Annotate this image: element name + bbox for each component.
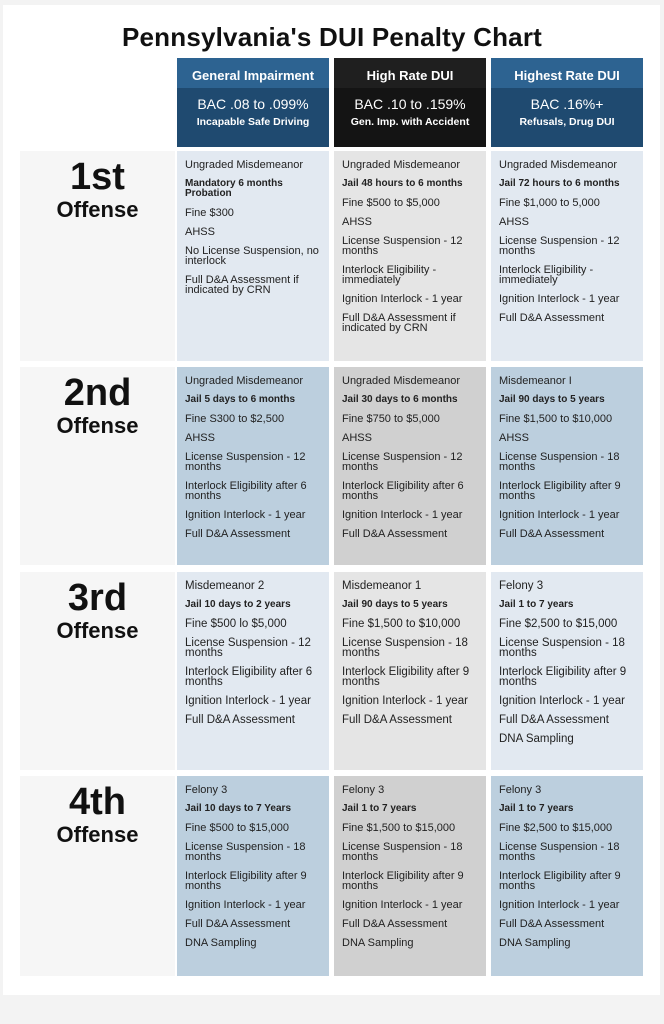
penalty-line: Interlock Eligibility after 9 months — [342, 870, 464, 892]
penalty-line: Jail 1 to 7 years — [342, 803, 417, 814]
penalty-line: License Suspension - 12 months — [342, 451, 463, 473]
penalty-line: Misdemeanor I — [499, 375, 572, 387]
column-sub: Refusals, Drug DUI — [519, 116, 615, 128]
penalty-line: Full D&A Assessment if indicated by CRN — [342, 312, 456, 334]
penalty-line: Full D&A Assessment — [185, 918, 291, 930]
penalty-line: Ignition Interlock - 1 year — [342, 293, 463, 305]
cell-3rd-high — [334, 572, 486, 770]
penalty-line: AHSS — [499, 216, 529, 228]
offense-number: 3rd — [67, 577, 128, 619]
penalty-line: Ungraded Misdemeanor — [499, 159, 618, 171]
column-bac: BAC .16%+ — [530, 96, 604, 112]
penalty-line: License Suspension - 18 months — [342, 841, 463, 863]
penalty-line: Interlock Eligibility after 9 months — [499, 870, 621, 892]
row-label-3rd — [20, 572, 175, 770]
penalty-line: Fine S300 to $2,500 — [185, 413, 285, 425]
penalty-line: License Suspension - 18 months — [499, 637, 625, 659]
penalty-line: Full D&A Assessment — [499, 918, 605, 930]
penalty-line: Ignition Interlock - 1 year — [499, 293, 620, 305]
penalty-line: Ignition Interlock - 1 year — [185, 695, 311, 707]
penalty-line: Interlock Eligibility after 6 months — [185, 480, 307, 502]
column-bac: BAC .10 to .159% — [354, 96, 466, 112]
penalty-line: Jail 5 days to 6 months — [185, 394, 296, 405]
penalty-line: Ignition Interlock - 1 year — [185, 509, 306, 521]
penalty-line: Misdemeanor 1 — [342, 580, 422, 592]
penalty-line: Fine $1,500 to $10,000 — [499, 413, 613, 425]
penalty-line: Interlock Eligibility after 6 months — [342, 480, 464, 502]
cell-1st-general — [177, 151, 329, 361]
cell-3rd-general — [177, 572, 329, 770]
cell-4th-general — [177, 776, 329, 976]
penalty-line: DNA Sampling — [342, 937, 414, 949]
column-sub: Incapable Safe Driving — [196, 116, 310, 128]
penalty-line: Fine $500 to $15,000 — [185, 822, 289, 834]
penalty-line: License Suspension - 12 months — [185, 637, 311, 659]
penalty-line: Ungraded Misdemeanor — [342, 375, 461, 387]
penalty-line: License Suspension - 12 months — [499, 235, 620, 257]
penalty-line: Full D&A Assessment — [499, 714, 609, 726]
row-label-4th — [20, 776, 175, 976]
penalty-line: AHSS — [499, 432, 529, 444]
row-label-2nd — [20, 367, 175, 565]
offense-label: Offense — [56, 197, 139, 222]
cell-2nd-highest — [491, 367, 643, 565]
penalty-line: Full D&A Assessment — [342, 528, 448, 540]
column-band — [177, 88, 329, 147]
penalty-line: License Suspension - 18 months — [499, 451, 620, 473]
penalty-line: Misdemeanor 2 — [185, 580, 265, 592]
cell-4th-high — [334, 776, 486, 976]
penalty-line: Felony 3 — [185, 784, 228, 796]
column-header-high-rate — [334, 58, 486, 147]
penalty-line: Jail 48 hours to 6 months — [342, 178, 463, 189]
penalty-line: Mandatory 6 months Probation — [185, 178, 283, 199]
cell-4th-highest — [491, 776, 643, 976]
column-name: High Rate DUI — [366, 68, 454, 83]
column-header-highest-rate — [491, 58, 643, 147]
column-name: Highest Rate DUI — [514, 68, 620, 83]
penalty-line: Felony 3 — [342, 784, 385, 796]
penalty-line: AHSS — [185, 226, 215, 238]
penalty-line: Full D&A Assessment — [185, 528, 291, 540]
penalty-line: Ignition Interlock - 1 year — [499, 509, 620, 521]
penalty-line: Interlock Eligibility after 6 months — [185, 666, 313, 688]
cell-1st-highest — [491, 151, 643, 361]
penalty-line: Ignition Interlock - 1 year — [342, 509, 463, 521]
penalty-line: Full D&A Assessment — [342, 714, 452, 726]
penalty-line: Interlock Eligibility after 9 months — [499, 666, 627, 688]
penalty-line: Ignition Interlock - 1 year — [342, 899, 463, 911]
offense-number: 2nd — [63, 372, 132, 414]
column-bac: BAC .08 to .099% — [197, 96, 309, 112]
penalty-line: Jail 30 days to 6 months — [342, 394, 458, 405]
penalty-line: No License Suspension, no interlock — [185, 245, 319, 267]
penalty-line: License Suspension - 18 months — [342, 637, 468, 659]
penalty-line: Ignition Interlock - 1 year — [342, 695, 468, 707]
penalty-line: AHSS — [342, 432, 372, 444]
penalty-line: Fine $750 to $5,000 — [342, 413, 440, 425]
penalty-line: DNA Sampling — [185, 937, 257, 949]
cell-2nd-high — [334, 367, 486, 565]
column-band — [334, 88, 486, 147]
penalty-line: Ungraded Misdemeanor — [342, 159, 461, 171]
penalty-line: Interlock Eligibility after 9 months — [499, 480, 621, 502]
penalty-line: Interlock Eligibility after 9 months — [185, 870, 307, 892]
offense-label: Offense — [56, 822, 139, 847]
penalty-line: Jail 72 hours to 6 months — [499, 178, 620, 189]
penalty-line: Jail 10 days to 7 Years — [185, 803, 292, 814]
penalty-line: Jail 90 days to 5 years — [499, 394, 605, 405]
penalty-line: DNA Sampling — [499, 937, 571, 949]
penalty-line: License Suspension - 18 months — [185, 841, 306, 863]
penalty-line: Jail 90 days to 5 years — [342, 599, 448, 610]
penalty-line: Jail 1 to 7 years — [499, 599, 574, 610]
penalty-line: Fine $500 lo $5,000 — [185, 618, 287, 630]
offense-number: 4th — [69, 781, 126, 823]
penalty-line: Full D&A Assessment — [499, 528, 605, 540]
penalty-line: Ignition Interlock - 1 year — [499, 695, 625, 707]
penalty-line: License Suspension - 12 months — [185, 451, 306, 473]
penalty-line: Ungraded Misdemeanor — [185, 159, 304, 171]
penalty-line: Fine $1,000 to 5,000 — [499, 197, 600, 209]
penalty-line: Full D&A Assessment — [342, 918, 448, 930]
offense-label: Offense — [56, 413, 139, 438]
column-header-general-impairment — [177, 58, 329, 147]
penalty-line: Ungraded Misdemeanor — [185, 375, 304, 387]
penalty-line: DNA Sampling — [499, 733, 574, 745]
penalty-line: Full D&A Assessment — [499, 312, 605, 324]
cell-3rd-highest — [491, 572, 643, 770]
row-label-1st — [20, 151, 175, 361]
penalty-line: Fine $1,500 to $15,000 — [342, 822, 456, 834]
penalty-line: Felony 3 — [499, 784, 542, 796]
penalty-line: Interlock Eligibility - immediately — [342, 264, 437, 286]
column-band — [491, 88, 643, 147]
penalty-line: AHSS — [342, 216, 372, 228]
penalty-line: Full D&A Assessment if indicated by CRN — [185, 274, 299, 296]
penalty-line: License Suspension - 12 months — [342, 235, 463, 257]
penalty-line: Ignition Interlock - 1 year — [185, 899, 306, 911]
penalty-line: Interlock Eligibility after 9 months — [342, 666, 470, 688]
penalty-line: Felony 3 — [499, 580, 544, 592]
penalty-line: Fine $2,500 to $15,000 — [499, 618, 618, 630]
penalty-line: Jail 1 to 7 years — [499, 803, 574, 814]
offense-number: 1st — [70, 156, 125, 198]
penalty-line: Fine $500 to $5,000 — [342, 197, 440, 209]
penalty-line: Fine $1,500 to $10,000 — [342, 618, 461, 630]
penalty-line: AHSS — [185, 432, 215, 444]
page-title: Pennsylvania's DUI Penalty Chart — [121, 22, 543, 52]
cell-1st-high — [334, 151, 486, 361]
column-sub: Gen. Imp. with Accident — [350, 116, 470, 128]
penalty-line: Fine $300 — [185, 207, 234, 219]
penalty-line: Full D&A Assessment — [185, 714, 295, 726]
column-name: General Impairment — [191, 68, 315, 83]
cell-2nd-general — [177, 367, 329, 565]
penalty-line: Interlock Eligibility - immediately — [499, 264, 594, 286]
penalty-line: Fine $2,500 to $15,000 — [499, 822, 613, 834]
penalty-line: Ignition Interlock - 1 year — [499, 899, 620, 911]
offense-label: Offense — [56, 618, 139, 643]
penalty-line: License Suspension - 18 months — [499, 841, 620, 863]
penalty-line: Jail 10 days to 2 years — [185, 599, 291, 610]
